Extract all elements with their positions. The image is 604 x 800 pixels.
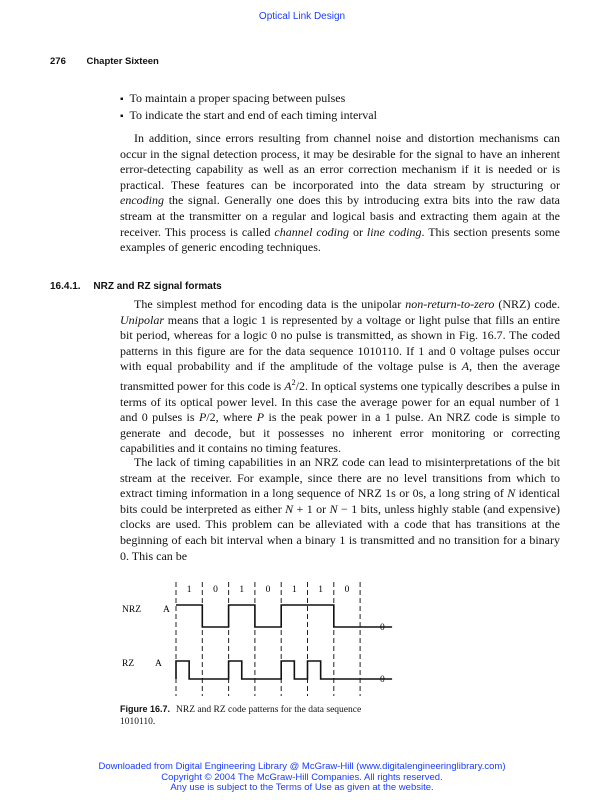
- paragraph-nrz: [120, 297, 560, 457]
- section-number: 16.4.1.: [50, 281, 81, 292]
- footer-download-link[interactable]: Downloaded from Digital Engineering Library @ McGraw-Hill (www.digitalengineeringlibrary.com): [98, 761, 506, 772]
- emphasis: encoding: [120, 193, 164, 208]
- superscript: 2: [291, 377, 296, 387]
- text: , then the average transmitted power for this code is: [120, 359, 561, 393]
- text: + 1 or: [293, 501, 330, 516]
- emphasis: N: [507, 486, 516, 501]
- section-title: NRZ and RZ signal formats: [93, 281, 222, 292]
- bit-label: 1: [318, 585, 324, 595]
- nrz-amplitude-label: A: [163, 605, 170, 615]
- bit-label: 1: [239, 585, 245, 595]
- text: The simplest method for encoding data is the unipolar: [134, 297, 406, 311]
- emphasis: N: [285, 501, 294, 516]
- emphasis: A: [284, 378, 292, 393]
- running-head: [50, 56, 159, 67]
- emphasis: non-return-to-zero: [405, 297, 495, 311]
- caption-text: NRZ and RZ code patterns for the data sequence 1010110.: [120, 705, 362, 727]
- text: the signal. Generally one does this by introducing extra bits into the raw data stream at the transmitter on a regular and logical basis and extracting them again at the receiver. This process is called: [120, 193, 560, 239]
- text: − 1 bits, unless highly stable (and expensive) clocks are used. This problem can be alleviated with a code that has transitions at the beginning of each bit interval when a binary 1 is transmitted and no transition for a binary 0. This can be: [120, 501, 560, 563]
- section-heading: [50, 281, 222, 292]
- paragraph-timing: [120, 455, 560, 564]
- bit-label: 0: [213, 585, 218, 595]
- bit-label: 0: [344, 585, 350, 595]
- emphasis: P: [198, 410, 207, 425]
- bullet-item: ▪ To indicate the start and end of each timing interval: [120, 107, 560, 125]
- paragraph-intro: [120, 131, 560, 256]
- text: The lack of timing capabilities in an NRZ code can lead to misinterpretations of the bit stream at the receiver. For example, since there are no level transitions from which to extract timing information in a long sequence of NRZ 1s or 0s, a long string of: [120, 455, 560, 501]
- text: /2. In optical systems one typically describes a pulse in terms of its optical power level. In this case the average power for an equal number of 1 and 0 pulses is: [120, 378, 560, 425]
- bit-label: 0: [265, 585, 271, 595]
- page-number: 276: [50, 56, 66, 67]
- text: identical bits could be interpreted as either: [120, 486, 560, 516]
- text: In addition, since errors resulting from channel noise and distortion mechanisms can occur in the signal detection process, it may be desirable for the signal to have an inherent error-detecting capability as well as an error correction mechanism if it is needed or is practical. These features can be incorporated into the data stream by structuring or: [120, 131, 560, 192]
- bit-labels: [187, 585, 350, 595]
- text: /2, where: [206, 410, 257, 425]
- caption-label: Figure 16.7.: [120, 704, 171, 714]
- text: or: [349, 224, 367, 239]
- figure-nrz-rz: [0, 578, 604, 700]
- emphasis: P: [256, 410, 265, 425]
- text: . This section presents some examples of generic encoding techniques.: [120, 224, 560, 255]
- footer-copyright: Copyright © 2004 The McGraw-Hill Companies. All rights reserved.: [161, 771, 443, 783]
- text: means that a logic 1 is represented by a voltage or light pulse that fills an entire bit period, whereas for a logic 0 no pulse is transmitted, as shown in Fig. 16.7. The coded patterns in this figure are for the data sequence 1010110. If 1 and 0 voltage pulses occur with equal probability and if the amplitude of the voltage pulse is: [120, 312, 560, 374]
- figure-caption: [120, 703, 390, 728]
- chapter-title: Chapter Sixteen: [86, 56, 159, 67]
- emphasis: Unipolar: [120, 312, 165, 327]
- emphasis: channel coding: [274, 224, 350, 239]
- rz-amplitude-label: A: [155, 659, 162, 669]
- top-link[interactable]: Optical Link Design: [258, 11, 346, 22]
- nrz-label: NRZ: [122, 605, 141, 615]
- footer: [0, 762, 604, 794]
- text: (NRZ) code.: [494, 297, 560, 311]
- text: is the peak power in a 1 pulse. An NRZ code is simple to generate and decode, but it possesses no inherent error monitoring or correcting capabilities and it contains no timing features.: [120, 410, 560, 456]
- bullet-item: ▪ To maintain a proper spacing between pulses: [120, 90, 560, 108]
- bit-label: 1: [291, 585, 297, 595]
- bit-label: 1: [186, 585, 192, 595]
- emphasis: line coding: [366, 224, 422, 239]
- emphasis: N: [329, 501, 338, 516]
- rz-zero-label: 0: [380, 675, 385, 685]
- emphasis: A: [461, 359, 470, 374]
- nrz-zero-label: 0: [380, 623, 385, 633]
- rz-label: RZ: [122, 659, 135, 669]
- footer-terms-link[interactable]: Any use is subject to the Terms of Use as given at the website.: [170, 782, 434, 793]
